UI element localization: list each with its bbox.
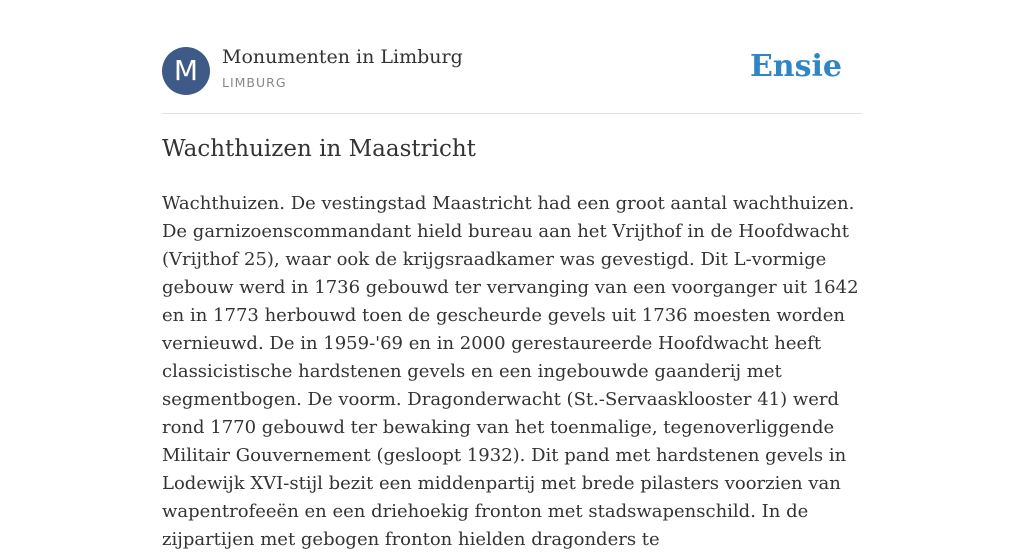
- source-title[interactable]: Monumenten in Limburg: [222, 46, 463, 68]
- header-divider: [162, 113, 862, 114]
- article-title: Wachthuizen in Maastricht: [162, 136, 476, 162]
- source-header: [162, 46, 862, 96]
- ensie-logo[interactable]: Ensie: [749, 49, 842, 84]
- source-category: LIMBURG: [222, 75, 287, 90]
- article-body: Wachthuizen. De vestingstad Maastricht had een groot aantal wachthuizen. De garnizoenscommandant hield bureau aan het Vrijthof in de Hoofdwacht (Vrijthof 25), waar ook de krijgsraadkamer was gevestigd. Dit L-vormige gebouw werd in 1736 gebouwd ter vervanging van een voorganger uit 1642 en in 1773 herbouwd toen de gescheurde gevels uit 1736 moesten worden vernieuwd. De in 1959-'69 en in 2000 gerestaureerde Hoofdwacht heeft classicistische hardstenen gevels en een ingebouwde gaanderij met segmentbogen. De voorm. Dragonderwacht (St.-Servaasklooster 41) werd rond 1770 gebouwd ter bewaking van het toenmalige, tegenoverliggende Militair Gouvernement (gesloopt 1932). Dit pand met hardstenen gevels in Lodewijk XVI-stijl bezit een middenpartij met brede pilasters voorzien van wapentrofeeën en een driehoekig fronton met stadswapenschild. In de zijpartijen met gebogen fronton hielden dragonders te: [162, 193, 859, 550]
- source-avatar[interactable]: M: [162, 47, 210, 95]
